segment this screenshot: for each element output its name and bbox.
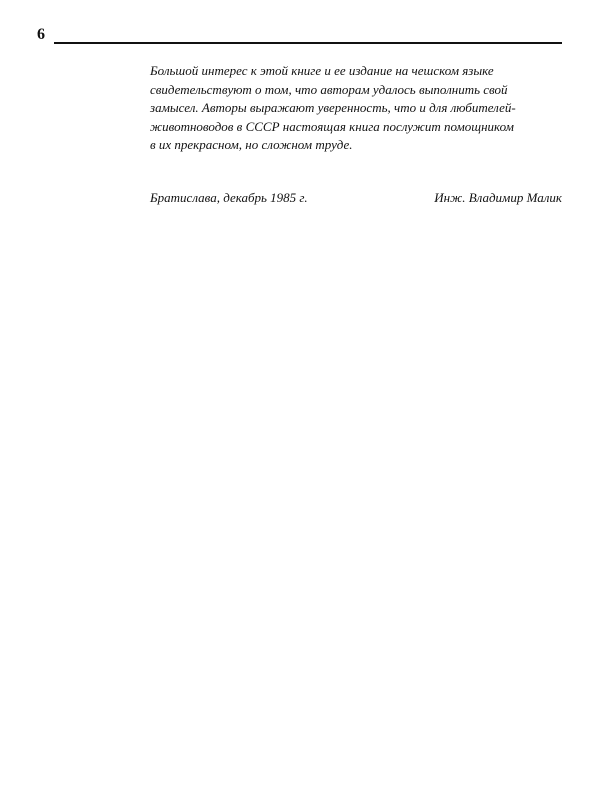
body-line-1: Большой интерес к этой книге и ее издание на чешском языке bbox=[150, 63, 494, 78]
header-rule bbox=[54, 42, 562, 44]
body-paragraph bbox=[150, 62, 562, 155]
page-number: 6 bbox=[37, 26, 45, 43]
body-line-3: замысел. Авторы выражают уверенность, что и для любителей- bbox=[150, 100, 516, 115]
body-line-4: животноводов в СССР настоящая книга послужит помощником bbox=[150, 118, 514, 134]
body-line-5: в их прекрасном, но сложном труде. bbox=[150, 137, 353, 152]
body-line-2: свидетельствуют о том, что авторам удалось выполнить свой bbox=[150, 81, 508, 97]
signature-place-date: Братислава, декабрь 1985 г. bbox=[150, 190, 308, 205]
signature-author: Инж. Владимир Малик bbox=[434, 190, 562, 205]
